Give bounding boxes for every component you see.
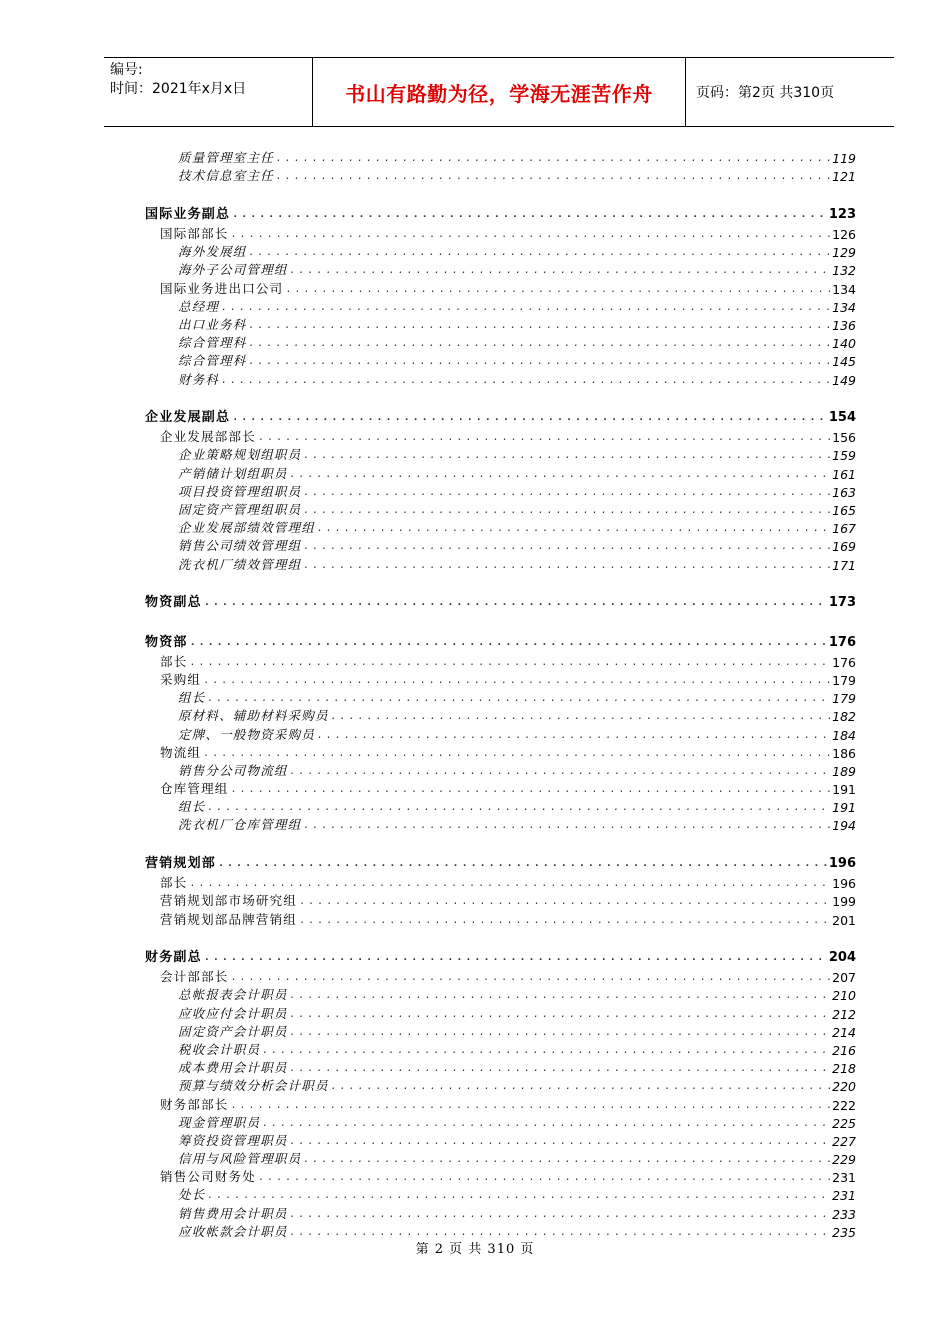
toc-entry-page-number: 119 [832,151,856,167]
toc-leader-dots [207,693,830,705]
toc-entry[interactable] [145,194,856,222]
toc-entry-label: 产销储计划组职员 [178,465,288,481]
toc-entry-page-number: 184 [832,727,856,743]
toc-leader-dots [290,1209,831,1221]
toc-entry-page-number: 134 [832,281,856,297]
toc-entry-page-number: 220 [832,1079,856,1095]
toc-entry-page-number: 212 [832,1006,856,1022]
toc-entry-label: 营销规划部品牌营销组 [160,911,298,927]
toc-leader-dots [190,637,827,649]
toc-entry[interactable] [145,1076,856,1094]
toc-leader-dots [331,1081,830,1093]
toc-entry-label: 销售公司财务处 [160,1169,256,1185]
toc-entry[interactable] [145,815,856,833]
toc-entry-label: 销售分公司物流组 [178,762,288,778]
toc-entry-label: 物资副总 [145,595,202,611]
toc-entry-label: 总经理 [178,298,220,314]
toc-leader-dots [218,858,827,870]
toc-leader-dots [317,730,830,742]
toc-leader-dots [189,878,830,890]
toc-leader-dots [290,766,831,778]
toc-entry[interactable] [145,1003,856,1021]
toc-entry-page-number: 134 [832,299,856,315]
toc-leader-dots [232,412,827,424]
toc-leader-dots [203,675,830,687]
toc-leader-dots [285,284,830,296]
toc-entry-label: 综合管理科 [178,353,247,369]
toc-entry-page-number: 140 [832,336,856,352]
header-meta [104,58,312,126]
toc-entry-page-number: 154 [828,410,856,426]
toc-entry-page-number: 161 [832,466,856,482]
toc-leader-dots [276,171,830,183]
toc-entry-page-number: 189 [832,763,856,779]
toc-entry-label: 技术信息室主任 [178,168,274,184]
toc-leader-dots [249,338,831,350]
toc-entry-label: 原材料、辅助材料采购员 [178,708,329,724]
toc-leader-dots [303,505,830,517]
toc-entry[interactable] [145,670,856,688]
section-gap [145,928,856,938]
toc-entry-label: 营销规划部市场研究组 [160,893,298,909]
section-gap [145,612,856,622]
toc-entry-page-number: 186 [832,745,856,761]
toc-leader-dots [276,153,830,165]
page-footer: 第 2 页 共 310 页 [415,1242,535,1257]
toc-entry[interactable] [145,688,856,706]
toc-entry[interactable] [145,938,856,966]
toc-leader-dots [290,990,831,1002]
toc-entry-page-number: 136 [832,318,856,333]
toc-leader-dots [249,247,831,259]
toc-entry-page-number: 201 [832,912,856,928]
toc-entry[interactable] [145,445,856,463]
toc-entry-label: 信用与风险管理职员 [178,1151,302,1167]
toc-entry-label: 税收会计职员 [178,1041,261,1057]
toc-entry-label: 企业策略规划组职员 [178,447,302,463]
toc-entry-page-number: 182 [832,709,856,725]
toc-leader-dots [317,523,830,535]
toc-entry-page-number: 210 [832,988,856,1004]
toc-entry-label: 会计部部长 [160,969,229,985]
toc-leader-dots [221,302,830,314]
toc-entry-page-number: 218 [832,1061,856,1077]
toc-entry-label: 销售公司绩效管理组 [178,538,302,554]
toc-entry-page-number: 171 [832,557,856,573]
toc-entry-page-number: 169 [832,539,856,555]
toc-entry-label: 现金管理职员 [178,1114,261,1130]
toc-entry-label: 海外子公司管理组 [178,262,288,278]
toc-leader-dots [231,229,831,241]
toc-leader-dots [290,1027,831,1039]
toc-entry-label: 应收帐款会计职员 [178,1223,288,1239]
toc-entry[interactable] [145,706,856,724]
toc-entry[interactable] [145,1040,856,1058]
toc-entry-label: 定牌、一般物资采购员 [178,726,316,742]
toc-entry-label: 物流组 [160,744,202,760]
toc-leader-dots [231,972,831,984]
toc-entry-label: 部长 [160,875,188,891]
toc-entry-label: 财务部部长 [160,1096,229,1112]
toc-entry[interactable] [145,779,856,797]
toc-entry-label: 销售费用会计职员 [178,1205,288,1221]
toc-entry[interactable] [145,278,856,296]
toc-entry-label: 营销规划部 [145,855,217,871]
toc-entry-label: 洗衣机厂仓库管理组 [178,817,302,833]
toc-entry[interactable] [145,333,856,351]
toc-entry-label: 财务科 [178,371,220,387]
toc-entry[interactable] [145,652,856,670]
toc-entry-label: 仓库管理组 [160,781,229,797]
toc-entry-page-number: 229 [832,1152,856,1168]
toc-entry-page-number: 159 [832,448,856,464]
header-page-info: 页码：第2页 共310页 [696,85,835,101]
toc-entry[interactable] [145,148,856,166]
toc-leader-dots [258,432,830,444]
toc-entry[interactable] [145,1203,856,1221]
toc-entry[interactable] [145,909,856,927]
toc-leader-dots [303,560,830,572]
toc-entry-page-number: 199 [832,894,856,910]
toc-entry-page-number: 225 [832,1115,856,1131]
toc-entry-page-number: 196 [828,855,856,871]
section-gap [145,573,856,583]
toc-entry-label: 综合管理科 [178,335,247,351]
toc-entry-page-number: 165 [832,503,856,518]
toc-entry-label: 固定资产管理组职员 [178,502,302,517]
page-header [104,57,894,127]
toc-entry[interactable] [145,554,856,572]
toc-entry-page-number: 123 [828,206,856,222]
toc-entry[interactable] [145,1185,856,1203]
toc-entry[interactable] [145,724,856,742]
toc-entry-page-number: 129 [832,245,856,261]
toc-entry-page-number: 204 [828,950,856,965]
toc-entry-label: 国际业务进出口公司 [160,280,284,296]
toc-entry-label: 企业发展部绩效管理组 [178,520,316,536]
toc-entry-label: 海外发展组 [178,244,247,260]
toc-entry-label: 总帐报表会计职员 [178,987,288,1003]
toc-entry[interactable] [145,1113,856,1131]
toc-leader-dots [290,1136,831,1148]
toc-entry-label: 部长 [160,653,188,669]
toc-entry[interactable] [145,985,856,1003]
toc-leader-dots [204,952,827,964]
toc-entry-page-number: 121 [832,169,856,185]
toc-entry-page-number: 179 [832,672,856,688]
toc-entry-page-number: 231 [832,1170,856,1186]
toc-leader-dots [249,320,831,332]
toc-entry[interactable] [145,260,856,278]
toc-entry-page-number: 216 [832,1042,856,1058]
toc-leader-dots [290,265,831,277]
toc-entry[interactable] [145,797,856,815]
toc-entry-page-number: 145 [832,354,856,370]
toc-entry-page-number: 196 [832,876,856,892]
document-code-label: 编号: [110,62,143,78]
toc-entry-page-number: 191 [832,800,856,816]
toc-entry[interactable] [145,1149,856,1167]
toc-leader-dots [249,356,831,368]
toc-leader-dots [221,375,830,387]
header-motto: 书山有路勤为径，学海无涯苦作舟 [312,58,686,126]
toc-entry[interactable] [145,242,856,260]
toc-entry[interactable] [145,1094,856,1112]
toc-entry-page-number: 167 [832,521,856,537]
toc-entry-label: 洗衣机厂绩效管理组 [178,556,302,572]
toc-entry[interactable] [145,891,856,909]
document-date: 时间：2021年x月x日 [110,81,247,97]
toc-entry-label: 项目投资管理组职员 [178,483,302,499]
section-gap [145,388,856,398]
toc-entry-label: 企业发展部部长 [160,429,256,445]
toc-entry-label: 组长 [178,799,206,815]
toc-entry[interactable] [145,297,856,315]
toc-entry[interactable] [145,622,856,650]
toc-leader-dots [290,1009,831,1021]
toc-entry-page-number: 132 [832,263,856,279]
toc-entry[interactable] [145,1167,856,1185]
toc-entry[interactable] [145,518,856,536]
toc-entry-page-number: 176 [828,634,856,650]
toc-entry[interactable] [145,743,856,761]
toc-entry[interactable] [145,369,856,387]
table-of-contents [145,148,856,1240]
toc-entry-page-number: 191 [832,782,856,798]
toc-leader-dots [189,657,830,669]
toc-entry[interactable] [145,224,856,242]
toc-entry-page-number: 194 [832,818,856,834]
toc-entry-label: 预算与绩效分析会计职员 [178,1078,329,1094]
toc-leader-dots [303,1154,830,1166]
toc-entry-label: 采购组 [160,671,202,687]
toc-entry-label: 质量管理室主任 [178,150,274,166]
toc-leader-dots [258,1172,830,1184]
toc-entry-label: 物资部 [145,634,188,650]
toc-leader-dots [204,597,827,609]
toc-leader-dots [231,1100,831,1112]
toc-leader-dots [299,915,830,927]
toc-entry[interactable] [145,166,856,184]
toc-entry[interactable] [145,1058,856,1076]
toc-entry-label: 财务副总 [145,950,202,965]
toc-entry-label: 组长 [178,690,206,706]
toc-entry[interactable] [145,427,856,445]
toc-entry-label: 筹资投资管理职员 [178,1132,288,1148]
toc-leader-dots [303,820,830,832]
toc-entry-page-number: 163 [832,484,856,500]
toc-entry-page-number: 173 [828,595,856,611]
toc-leader-dots [232,209,827,221]
toc-entry[interactable] [145,843,856,871]
toc-entry-page-number: 233 [832,1206,856,1222]
toc-entry-page-number: 179 [832,691,856,707]
toc-entry[interactable] [145,873,856,891]
toc-entry[interactable] [145,1022,856,1040]
toc-leader-dots [207,1190,830,1202]
toc-entry[interactable] [145,761,856,779]
toc-entry-page-number: 176 [832,654,856,670]
toc-leader-dots [331,711,830,723]
toc-leader-dots [299,896,830,908]
toc-leader-dots [203,748,830,760]
toc-entry[interactable] [145,583,856,611]
toc-entry[interactable] [145,463,856,481]
toc-leader-dots [303,450,830,462]
toc-entry-label: 应收应付会计职员 [178,1005,288,1021]
toc-entry-label: 国际部部长 [160,226,229,242]
toc-entry-label: 成本费用会计职员 [178,1060,288,1076]
toc-entry-page-number: 227 [832,1133,856,1149]
toc-entry[interactable] [145,398,856,426]
section-gap [145,184,856,194]
toc-entry-page-number: 222 [832,1097,856,1113]
toc-entry[interactable] [145,500,856,518]
toc-leader-dots [303,541,830,553]
toc-entry-page-number: 156 [832,430,856,446]
toc-entry-page-number: 235 [832,1224,856,1240]
toc-entry[interactable] [145,351,856,369]
toc-leader-dots [231,784,831,796]
toc-leader-dots [262,1045,830,1057]
toc-leader-dots [207,802,830,814]
toc-entry[interactable] [145,1131,856,1149]
toc-entry-label: 企业发展副总 [145,410,231,426]
toc-entry-label: 国际业务副总 [145,206,231,222]
toc-entry[interactable] [145,482,856,500]
toc-entry[interactable] [145,967,856,985]
toc-leader-dots [290,1227,831,1239]
toc-entry-label: 固定资产会计职员 [178,1023,288,1039]
toc-entry-label: 出口业务科 [178,317,247,332]
toc-entry-page-number: 126 [832,227,856,243]
toc-entry-page-number: 231 [832,1188,856,1204]
toc-entry[interactable] [145,536,856,554]
toc-entry[interactable] [145,315,856,333]
toc-entry-page-number: 207 [832,970,856,986]
toc-leader-dots [290,1063,831,1075]
toc-entry-page-number: 214 [832,1024,856,1040]
toc-leader-dots [290,469,831,481]
toc-leader-dots [303,487,830,499]
section-gap [145,833,856,843]
toc-entry-page-number: 149 [832,372,856,388]
toc-entry-label: 处长 [178,1187,206,1203]
toc-leader-dots [262,1118,830,1130]
